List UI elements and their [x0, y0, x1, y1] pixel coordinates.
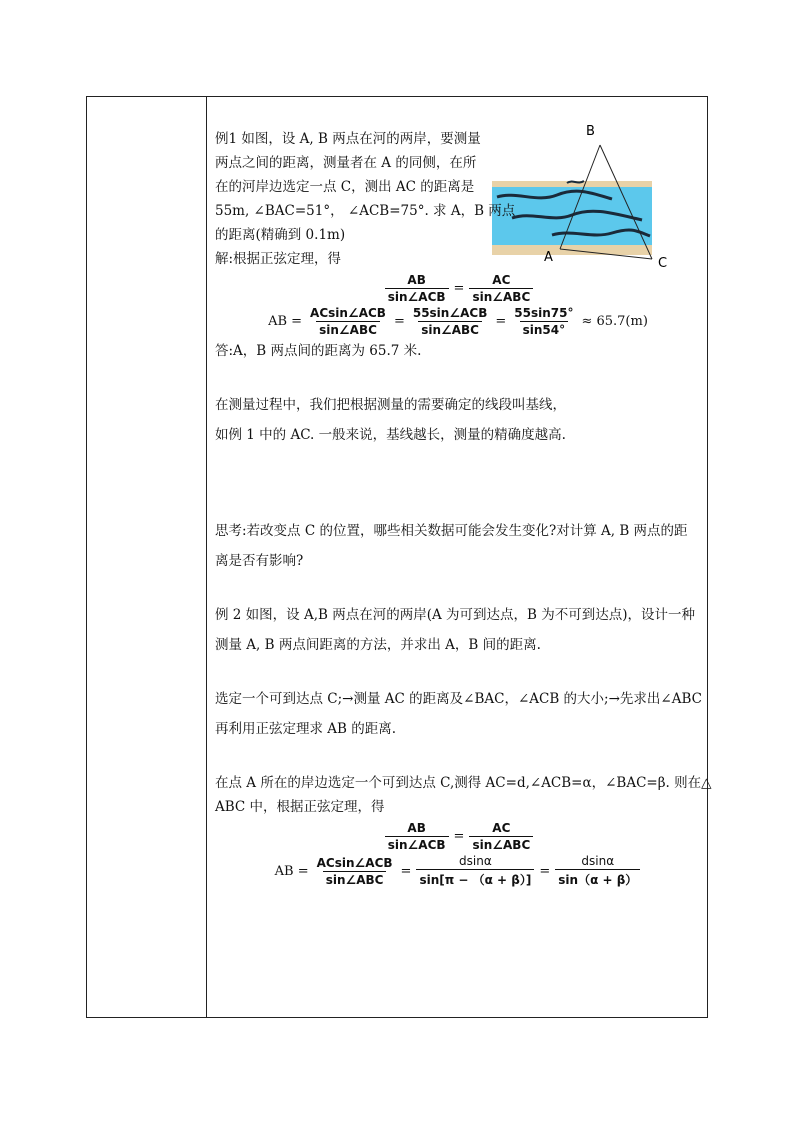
- left-column: [87, 97, 207, 1017]
- solution2-line-2: ABC 中，根据正弦定理，得: [215, 799, 385, 815]
- example2-line-1: 例 2 如图，设 A,B 两点在河的两岸(A 为可到达点，B 为不可到达点)，设计一种: [215, 607, 696, 623]
- example1-answer: 答:A，B 两点间的距离为 65.7 米.: [215, 343, 422, 359]
- example1-line-4: 55m, ∠BAC=51°， ∠ACB=75°. 求 A，B 两点: [215, 203, 516, 219]
- fraction: $\frac{dsin\alpha}{\sin(\alpha + \beta)}$: [555, 854, 640, 888]
- fraction: $\frac{\text{ACsin∠ACB}}{\text{sin∠ABC}}$: [310, 306, 386, 337]
- fraction: $\frac{\text{55sin∠ACB}}{\text{sin∠ABC}}$: [412, 306, 488, 337]
- method-line-2: 再利用正弦定理求 AB 的距离.: [215, 721, 397, 737]
- think-line-1: 思考:若改变点 C 的位置，哪些相关数据可能会发生变化?对计算 A, B 两点的距: [215, 523, 688, 539]
- fraction: $\frac{AC}{\text{sin∠ABC}}$: [469, 821, 533, 852]
- point-label-c: C: [658, 256, 668, 271]
- fraction: $\frac{\text{ACsin∠ACB}}{\text{sin∠ABC}}$: [316, 855, 393, 887]
- solution2-line-1: 在点 A 所在的岸边选定一个可到达点 C,测得 AC=d,∠ACB=α，∠BAC=β. 则在△: [215, 775, 712, 791]
- solution1-equation-1: $\frac{AB}{\text{sin∠ACB}}$ = $\frac{AC}{\text{sin∠ABC}}$: [215, 273, 703, 304]
- example1-line-5: 的距离(精确到 0.1m): [215, 227, 346, 243]
- point-label-a: A: [544, 250, 553, 265]
- baseline-line-1: 在测量过程中，我们把根据测量的需要确定的线段叫基线，: [215, 397, 566, 413]
- point-label-b: B: [586, 124, 595, 139]
- method-line-1: 选定一个可到达点 C;→测量 AC 的距离及∠BAC，∠ACB 的大小;→先求出∠ABC: [215, 691, 702, 707]
- lesson-content: [215, 127, 712, 890]
- solution2-equation-1: $\frac{AB}{\text{sin∠ACB}}$ = $\frac{AC}{\text{sin∠ABC}}$: [215, 821, 703, 852]
- content-table: [86, 96, 712, 1018]
- solution2-equation-2: AB = $\frac{\text{ACsin∠ACB}}{\text{sin∠ABC}}$ = $\frac{dsin\alpha}{\sin[\pi - (\alpha + \beta)]}$ = $\frac{dsin\alpha}{\sin(\alpha + \beta)}$: [215, 854, 703, 888]
- solution1-equation-2: AB = $\frac{\text{ACsin∠ACB}}{\text{sin∠ABC}}$ = $\frac{\text{55sin∠ACB}}{\text{sin∠ABC}}$ = $\frac{55\sin 75^\circ}{\sin 54^\circ}$ ≈ 65.7(m): [268, 306, 648, 337]
- fraction: $\frac{dsin\alpha}{\sin[\pi - (\alpha + \beta)]}$: [416, 854, 534, 888]
- think-line-2: 离是否有影响?: [215, 553, 304, 569]
- fraction: $\frac{AC}{\text{sin∠ABC}}$: [469, 273, 533, 304]
- baseline-line-2: 如例 1 中的 AC. 一般来说，基线越长，测量的精确度越高.: [215, 427, 566, 443]
- fraction: $\frac{55\sin 75^\circ}{\sin 54^\circ}$: [514, 306, 574, 337]
- example1-line-3: 在的河岸边选定一点 C，测出 AC 的距离是: [215, 179, 475, 195]
- solution1-intro: 解:根据正弦定理，得: [215, 251, 342, 267]
- example1-line-2: 两点之间的距离，测量者在 A 的同侧，在所: [215, 155, 477, 171]
- example2-line-2: 测量 A, B 两点间距离的方法，并求出 A，B 间的距离.: [215, 637, 541, 653]
- example1-problem: [215, 127, 516, 247]
- fraction: $\frac{AB}{\text{sin∠ACB}}$: [385, 821, 449, 852]
- fraction: $\frac{AB}{\text{sin∠ACB}}$: [385, 273, 449, 304]
- example1-line-1: 例1 如图，设 A, B 两点在河的两岸，要测量: [215, 131, 481, 147]
